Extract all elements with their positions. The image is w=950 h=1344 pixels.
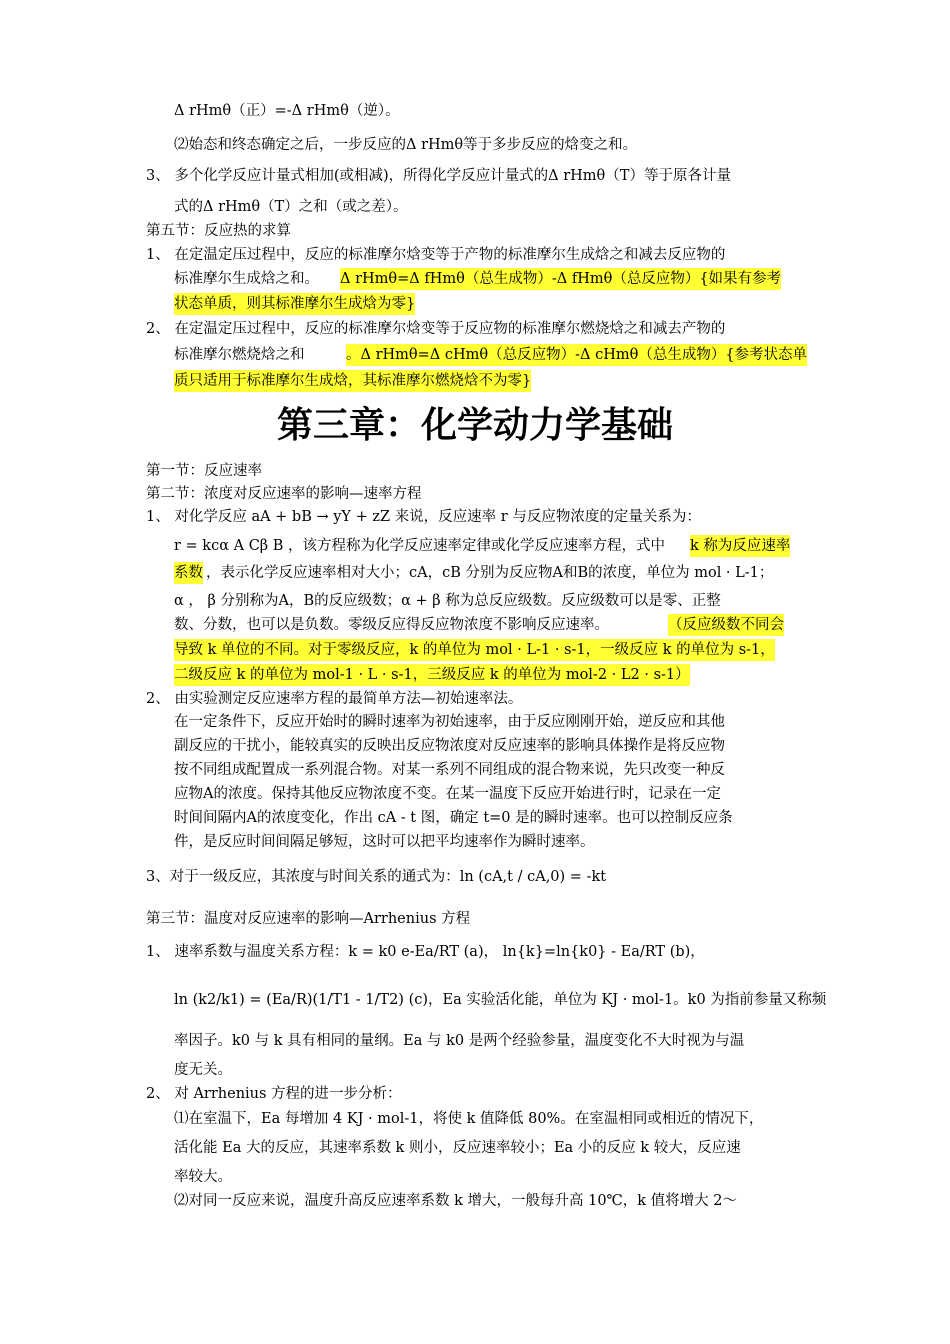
text-line: 第二节：浓度对反应速率的影响—速率方程 <box>146 486 422 502</box>
text-line: 在一定条件下，反应开始时的瞬时速率为初始速率，由于反应刚刚开始，逆反应和其他 <box>174 714 725 730</box>
text-line: α ， β 分别称为A，B的反应级数；α + β 称为总反应级数。反应级数可以是零、正整 <box>174 593 721 609</box>
text-line: ln (k2/k1) = (Ea/R)(1/T1 - 1/T2) (c)，Ea 实验活化能，单位为 KJ · mol-1。k0 为指前参量又称频 <box>174 992 827 1008</box>
text-line: r = kcα A Cβ B ，该方程称为化学反应速率定律或化学反应速率方程，式中 <box>174 538 666 554</box>
text-line: Δ rHmθ（正）=-Δ rHmθ（逆）。 <box>174 103 400 119</box>
text-line: 标准摩尔生成焓之和。 <box>174 271 319 287</box>
text-line: 1、 在定温定压过程中，反应的标准摩尔焓变等于产物的标准摩尔生成焓之和减去反应物的 <box>146 247 726 263</box>
text-line: 按不同组成配置成一系列混合物。对某一系列不同组成的混合物来说，先只改变一种反 <box>174 762 725 778</box>
text-line: 2、 由实验测定反应速率方程的最简单方法—初始速率法。 <box>146 691 523 707</box>
chapter-title: 第三章：化学动力学基础 <box>276 405 673 446</box>
text-line: ，表示化学反应速率相对大小；cA，cB 分别为反应物A和B的浓度，单位为 mol · L-1； <box>206 565 774 581</box>
text-line: 应物A的浓度。保持其他反应物浓度不变。在某一温度下反应开始进行时，记录在一定 <box>174 786 721 802</box>
text-line: 1、 速率系数与温度关系方程：k = k0 e-Ea/RT (a)， ln{k}=ln{k0} - Ea/RT (b)， <box>146 944 705 960</box>
text-line: 3、对于一级反应，其浓度与时间关系的通式为：ln (cA,t / cA,0) = -kt <box>146 869 607 885</box>
text-line: 副反应的干扰小，能较真实的反映出反应物浓度对反应速率的影响具体操作是将反应物 <box>174 738 725 754</box>
highlighted-text-line: 导致 k 单位的不同。对于零级反应，k 的单位为 mol · L-1 · s-1，一级反应 k 的单位为 s-1， <box>174 639 775 661</box>
text-line: 第一节：反应速率 <box>146 463 262 479</box>
text-line: 时间间隔内A的浓度变化，作出 cA - t 图，确定 t=0 是的瞬时速率。也可以控制反应条 <box>174 810 733 826</box>
highlighted-text-line: 质只适用于标准摩尔生成焓，其标准摩尔燃烧焓不为零} <box>174 370 531 392</box>
text-line: 第三节：温度对反应速率的影响—Arrhenius 方程 <box>146 911 471 927</box>
text-line: 2、 对 Arrhenius 方程的进一步分析： <box>146 1086 402 1102</box>
text-line: 1、 对化学反应 aA + bB → yY + zZ 来说，反应速率 r 与反应物浓度的定量关系为： <box>146 509 701 525</box>
highlighted-text-line: 状态单质，则其标准摩尔生成焓为零} <box>174 293 415 315</box>
highlighted-text-line: k 称为反应速率 <box>690 535 790 557</box>
highlighted-text-line: Δ rHmθ=Δ fHmθ（总生成物）-Δ fHmθ（总反应物）{如果有参考 <box>340 268 781 290</box>
highlighted-text-line: 二级反应 k 的单位为 mol-1 · L · s-1，三级反应 k 的单位为 mol-2 · L2 · s-1） <box>174 664 690 686</box>
highlighted-text-line: （反应级数不同会 <box>668 614 784 636</box>
text-line: 件，是反应时间间隔足够短，这时可以把平均速率作为瞬时速率。 <box>174 834 595 850</box>
text-line: 3、 多个化学反应计量式相加(或相减)，所得化学反应计量式的Δ rHmθ（T）等于原各计量 <box>146 168 731 184</box>
text-line: ⑵始态和终态确定之后，一步反应的Δ rHmθ等于多步反应的焓变之和。 <box>174 137 638 153</box>
text-line: ⑴在室温下，Ea 每增加 4 KJ · mol-1，将使 k 值降低 80%。在室温相同或相近的情况下， <box>174 1111 764 1127</box>
text-line: 率因子。k0 与 k 具有相同的量纲。Ea 与 k0 是两个经验参量，温度变化不大时视为与温 <box>174 1033 745 1049</box>
text-line: 式的Δ rHmθ（T）之和（或之差）。 <box>174 199 408 215</box>
text-line: 活化能 Ea 大的反应，其速率系数 k 则小，反应速率较小；Ea 小的反应 k 较大，反应速 <box>174 1140 741 1156</box>
text-line: 度无关。 <box>174 1062 232 1078</box>
text-line: 2、 在定温定压过程中，反应的标准摩尔焓变等于反应物的标准摩尔燃烧焓之和减去产物的 <box>146 321 726 337</box>
highlighted-text-line: 。Δ rHmθ=Δ cHmθ（总反应物）-Δ cHmθ（总生成物）{参考状态单 <box>346 344 807 366</box>
text-line: 数、分数，也可以是负数。零级反应得反应物浓度不影响反应速率。 <box>174 617 609 633</box>
highlighted-text-line: 系数 <box>174 562 203 584</box>
text-line: 第五节：反应热的求算 <box>146 223 291 239</box>
text-line: 标准摩尔燃烧焓之和 <box>174 347 305 363</box>
text-line: 率较大。 <box>174 1169 232 1185</box>
text-line: ⑵对同一反应来说，温度升高反应速率系数 k 增大，一般每升高 10℃，k 值将增大 2～ <box>174 1193 738 1209</box>
